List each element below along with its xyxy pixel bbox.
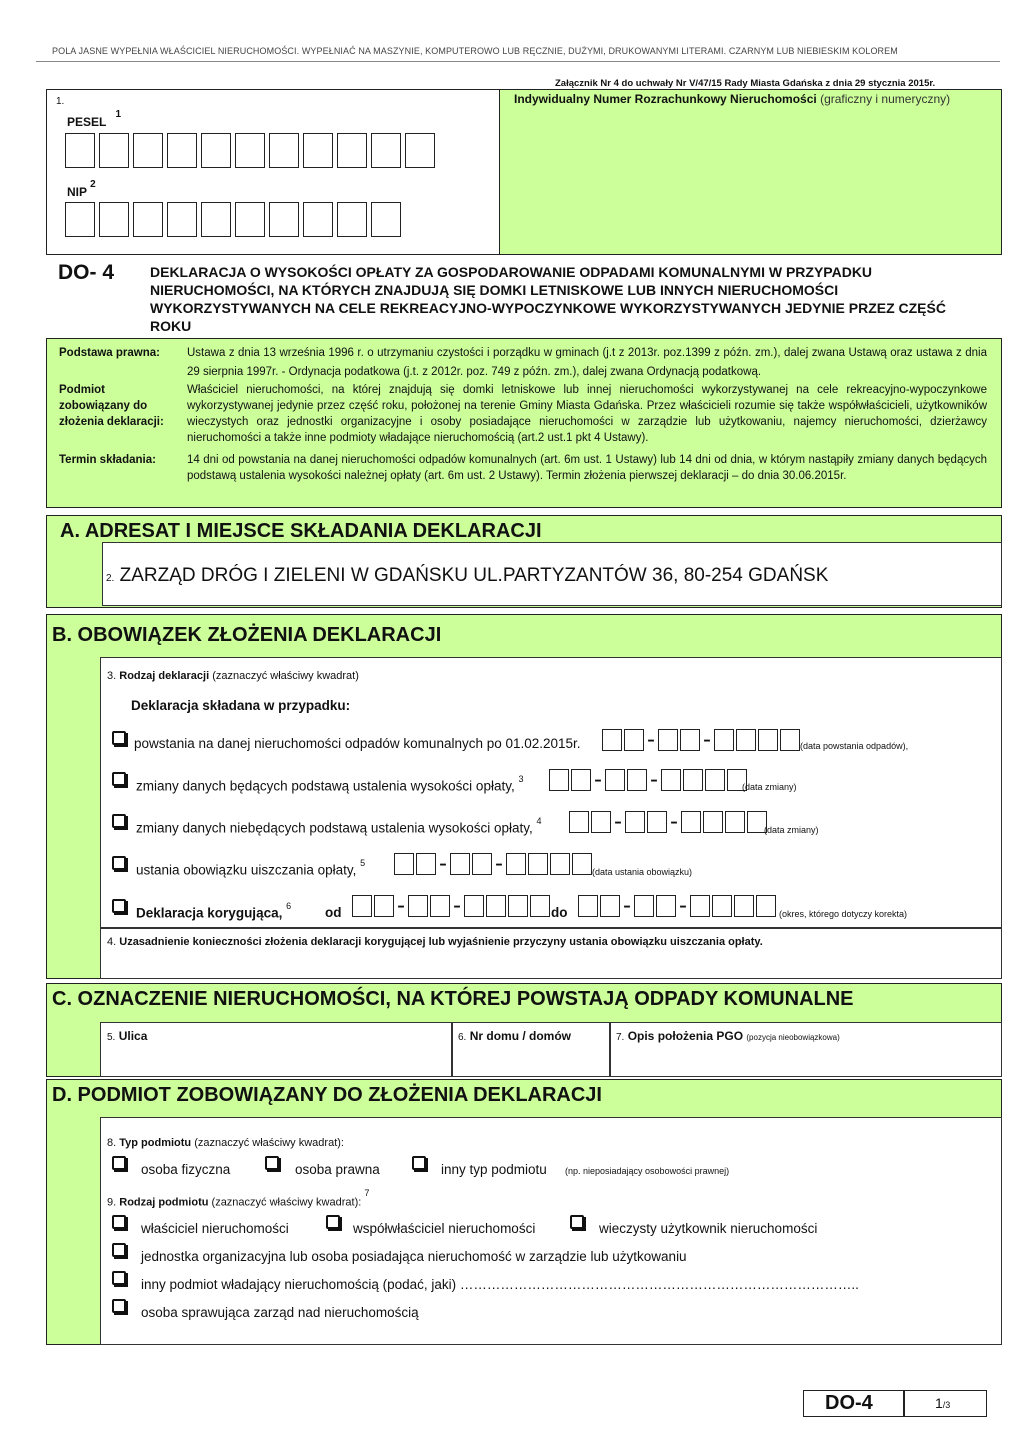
- f7-num: 7.: [616, 1032, 625, 1043]
- f5-num: 5.: [107, 1032, 116, 1043]
- date-box[interactable]: [572, 853, 592, 875]
- nip-footnote: 2: [90, 179, 96, 190]
- f7-title: Opis położenia PGO: [627, 1029, 744, 1043]
- pesel-digit[interactable]: [269, 133, 299, 168]
- date-box[interactable]: [591, 811, 611, 833]
- date-dash: -: [679, 892, 687, 919]
- section-b-title: B. OBOWIĄZEK ZŁOŻENIA DEKLARACJI: [52, 624, 442, 646]
- date-dash: -: [614, 808, 622, 835]
- date-box[interactable]: [758, 729, 778, 751]
- nip-digit[interactable]: [133, 202, 163, 237]
- checkbox-unit[interactable]: [112, 1243, 126, 1257]
- f9-title: Rodzaj podmiotu: [119, 1196, 209, 1209]
- checkbox-opt1[interactable]: [112, 731, 126, 745]
- f3-label: [107, 670, 359, 682]
- date-box[interactable]: [714, 729, 734, 751]
- f9-label: [107, 1188, 370, 1209]
- date-box[interactable]: [624, 729, 644, 751]
- f6-num: 6.: [458, 1032, 467, 1043]
- opt5-text: Deklaracja korygująca,: [136, 905, 283, 921]
- nip-label: [67, 179, 96, 199]
- checkbox-perpetual-user[interactable]: [570, 1215, 584, 1229]
- date-dash: -: [703, 726, 711, 753]
- date-box[interactable]: [569, 811, 589, 833]
- opt2-hint: (data zmiany): [742, 782, 797, 792]
- checkbox-manager[interactable]: [112, 1299, 126, 1313]
- f6-title: Nr domu / domów: [469, 1029, 572, 1043]
- opt5-label: [136, 901, 292, 921]
- form-code: DO- 4: [58, 261, 115, 284]
- date-box[interactable]: [374, 895, 394, 917]
- date-dash: -: [650, 766, 658, 793]
- opt5-to: do: [551, 905, 568, 920]
- date-box[interactable]: [600, 895, 620, 917]
- subject-label: [59, 382, 169, 430]
- nip-digit[interactable]: [337, 202, 367, 237]
- date-dash: -: [495, 850, 503, 877]
- footer-code: DO-4: [825, 1392, 873, 1414]
- date-box[interactable]: [634, 895, 654, 917]
- checkbox-type-other[interactable]: [412, 1156, 426, 1170]
- opt1-hint: (data powstania odpadów),: [800, 741, 909, 751]
- term-label-text: Termin składania:: [59, 454, 156, 466]
- date-box[interactable]: [780, 729, 800, 751]
- checkbox-opt5[interactable]: [112, 899, 126, 913]
- date-box[interactable]: [690, 895, 710, 917]
- manager-label: osoba sprawująca zarząd nad nieruchomością: [141, 1305, 419, 1320]
- opt3-hint: (data zmiany): [764, 825, 819, 835]
- date-box[interactable]: [602, 729, 622, 751]
- inr-box: [499, 89, 1002, 255]
- checkbox-other-entity[interactable]: [112, 1271, 126, 1285]
- pesel-input[interactable]: [65, 133, 439, 173]
- pesel-digit[interactable]: [65, 133, 95, 168]
- date-box[interactable]: [658, 729, 678, 751]
- f3-title: Rodzaj deklaracji: [119, 670, 210, 682]
- date-box[interactable]: [605, 769, 625, 791]
- f9-footnote: 7: [364, 1188, 370, 1198]
- date-box[interactable]: [416, 853, 436, 875]
- date-box[interactable]: [352, 895, 372, 917]
- pesel-text: PESEL: [67, 115, 107, 129]
- date-box[interactable]: [578, 895, 598, 917]
- nip-digit[interactable]: [65, 202, 95, 237]
- checkbox-opt4[interactable]: [112, 856, 126, 870]
- checkbox-owner[interactable]: [112, 1215, 126, 1229]
- pesel-digit[interactable]: [303, 133, 333, 168]
- header-rule: [36, 61, 1000, 62]
- opt5-date-to[interactable]: [578, 892, 778, 919]
- date-box[interactable]: [683, 769, 703, 791]
- nip-digit[interactable]: [201, 202, 231, 237]
- f6-label: [458, 1029, 571, 1043]
- nip-digit[interactable]: [303, 202, 333, 237]
- date-dash: -: [647, 726, 655, 753]
- pesel-digit[interactable]: [235, 133, 265, 168]
- nip-digit[interactable]: [371, 202, 401, 237]
- opt5-date-from[interactable]: [352, 892, 552, 919]
- date-dash: -: [594, 766, 602, 793]
- date-box[interactable]: [647, 811, 667, 833]
- f7-label: [616, 1029, 840, 1043]
- f9-hint: (zaznaczyć właściwy kwadrat):: [211, 1196, 362, 1209]
- date-box[interactable]: [549, 769, 569, 791]
- date-box[interactable]: [450, 853, 470, 875]
- opt4-date[interactable]: [394, 850, 594, 877]
- attachment-note: Załącznik Nr 4 do uchwały Nr V/47/15 Rady Miasta Gdańska z dnia 29 stycznia 2015r.: [555, 78, 936, 89]
- opt2-footnote: 3: [518, 774, 524, 784]
- section-c-title: C. OZNACZENIE NIERUCHOMOŚCI, NA KTÓREJ POWSTAJĄ ODPADY KOMUNALNE: [52, 988, 854, 1010]
- term-text: 14 dni od powstania na danej nieruchomości odpadów komunalnych (art. 6m ust. 1 Ustawy) lub 14 dni od dnia, w którym nastąpiły zmiany danych będących podstawą ustalenia wysokości należnej opłaty (art. 6m ust. 2 Ustawy). Termin złożenia pierwszej deklaracji – do dnia 30.06.2015r.: [187, 454, 987, 482]
- section-a-title: A. ADRESAT I MIEJSCE SKŁADANIA DEKLARACJI: [60, 520, 542, 542]
- opt5-footnote: 6: [286, 901, 292, 911]
- checkbox-type-legal[interactable]: [265, 1156, 279, 1170]
- opt3-text: zmiany danych niebędących podstawą ustalenia wysokości opłaty,: [136, 820, 533, 836]
- pesel-digit[interactable]: [337, 133, 367, 168]
- date-box[interactable]: [430, 895, 450, 917]
- pesel-digit[interactable]: [99, 133, 129, 168]
- owner-label: właściciel nieruchomości: [141, 1221, 289, 1236]
- date-box[interactable]: [656, 895, 676, 917]
- form-title: DEKLARACJA O WYSOKOŚCI OPŁATY ZA GOSPODAROWANIE ODPADAMI KOMUNALNYMI W PRZYPADKU NIERUCHOMOŚCI, NA KTÓRYCH ZNAJDUJĄ SIĘ DOMKI LETNISKOWE LUB INNYCH NIERUCHOMOŚCI WYKORZYSTYWANYCH NA CELE REKREACYJNO-WYPOCZYNKOWE WYKORZYSTYWANYCH JEDYNIE PRZEZ CZĘŚĆ ROKU: [150, 264, 946, 334]
- opt3-label: [136, 816, 542, 836]
- f4-title: Uzasadnienie konieczności złożenia deklaracji korygującej lub wyjaśnienie przyczyny ustania obowiązku uiszczania opłaty.: [119, 936, 763, 948]
- date-box[interactable]: [734, 895, 754, 917]
- nip-text: NIP: [67, 185, 87, 199]
- date-box[interactable]: [705, 769, 725, 791]
- checkbox-opt2[interactable]: [112, 772, 126, 786]
- date-box[interactable]: [550, 853, 570, 875]
- type-other-hint: (np. nieposiadający osobowości prawnej): [565, 1166, 730, 1176]
- other-entity-label: inny podmiot władający nieruchomością (podać, jaki) ……………………………………………………………………………..: [141, 1277, 859, 1292]
- term-label: [59, 452, 169, 468]
- checkbox-type-natural[interactable]: [112, 1156, 126, 1170]
- date-box[interactable]: [712, 895, 732, 917]
- date-box[interactable]: [506, 853, 526, 875]
- f8-label: [107, 1137, 344, 1149]
- opt5-from: od: [325, 905, 342, 920]
- pesel-digit[interactable]: [405, 133, 435, 168]
- f3-num: 3.: [107, 670, 117, 682]
- date-dash: -: [453, 892, 461, 919]
- nip-digit[interactable]: [99, 202, 129, 237]
- date-box[interactable]: [703, 811, 723, 833]
- footer-page-total: /3: [942, 1400, 951, 1410]
- f7-hint: (pozycja nieobowiązkowa): [746, 1033, 840, 1042]
- section-d-title: D. PODMIOT ZOBOWIĄZANY DO ZŁOŻENIA DEKLARACJI: [52, 1084, 602, 1106]
- date-box[interactable]: [571, 769, 591, 791]
- date-box[interactable]: [756, 895, 776, 917]
- date-box[interactable]: [486, 895, 506, 917]
- subject-text: Właściciel nieruchomości, na której znajdują się domki letniskowe lub innej nieruchomości wykorzystywanej na cele rekreacyjno-wypoczynkowe wykorzystywanej jedynie przez część roku, położonej na terenie Gminy Miasta Gdańska. Przez właścicieli rozumie się także współwłaścicieli, użytkowników wieczystych oraz jednostki organizacyjne i osoby posiadające nieruchomości w zarządzie lub użytkowaniu, najemcy nieruchomości, dzierżawcy nieruchomości a także inne podmioty władające nieruchomością (art.2 ust.1 pkt 4 Ustawy).: [187, 384, 987, 444]
- opt4-text: ustania obowiązku uiszczania opłaty,: [136, 862, 357, 878]
- date-box[interactable]: [528, 853, 548, 875]
- header-note: POLA JASNE WYPEŁNIA WŁAŚCICIEL NIERUCHOMOŚCI. WYPEŁNIAĆ NA MASZYNIE, KOMPUTEROWO LUB RĘCZNIE, DUŻYMI, DRUKOWANYMI LITERAMI. CZARNYM LUB NIEBIESKIM KOLOREM: [52, 46, 898, 56]
- opt4-footnote: 5: [360, 858, 366, 868]
- date-dash: -: [397, 892, 405, 919]
- date-box[interactable]: [725, 811, 745, 833]
- date-box[interactable]: [472, 853, 492, 875]
- inr-title: Indywidualny Numer Rozrachunkowy Nieruchomości: [514, 92, 817, 106]
- addressee-text: ZARZĄD DRÓG I ZIELENI W GDAŃSKU UL.PARTYZANTÓW 36, 80-254 GDAŃSK: [119, 565, 829, 586]
- type-legal-label: osoba prawna: [295, 1162, 380, 1177]
- opt4-label: [136, 858, 366, 878]
- pesel-label: [67, 109, 122, 129]
- pesel-digit[interactable]: [133, 133, 163, 168]
- f4-num: 4.: [107, 936, 117, 948]
- co-owner-label: współwłaściciel nieruchomości: [353, 1221, 536, 1236]
- date-box[interactable]: [680, 729, 700, 751]
- nip-digit[interactable]: [167, 202, 197, 237]
- inr-label: [514, 92, 950, 106]
- opt1-date[interactable]: [602, 726, 802, 753]
- date-box[interactable]: [508, 895, 528, 917]
- date-box[interactable]: [394, 853, 414, 875]
- footer-page: [935, 1395, 950, 1411]
- date-box[interactable]: [661, 769, 681, 791]
- checkbox-co-owner[interactable]: [326, 1215, 340, 1229]
- type-natural-label: osoba fizyczna: [141, 1162, 231, 1177]
- addressee: [106, 565, 828, 587]
- basis-label-text: Podstawa prawna:: [59, 347, 160, 359]
- date-dash: -: [623, 892, 631, 919]
- date-box[interactable]: [408, 895, 428, 917]
- basis-label: [59, 344, 169, 363]
- opt2-label: [136, 774, 524, 794]
- f9-num: 9.: [107, 1196, 117, 1209]
- date-dash: -: [439, 850, 447, 877]
- f5-label: [107, 1029, 147, 1043]
- checkbox-opt3[interactable]: [112, 814, 126, 828]
- nip-digit[interactable]: [235, 202, 265, 237]
- opt3-footnote: 4: [536, 816, 542, 826]
- f3-intro: Deklaracja składana w przypadku:: [131, 698, 351, 713]
- date-box[interactable]: [736, 729, 756, 751]
- subject-label-text: Podmiot zobowiązany do złożenia deklaracji:: [59, 384, 164, 428]
- inr-sub: (graficzny i numeryczny): [820, 92, 951, 106]
- nip-digit[interactable]: [269, 202, 299, 237]
- opt2-date[interactable]: [549, 766, 749, 793]
- f4-label: [107, 936, 763, 948]
- addressee-num: 2.: [106, 573, 115, 584]
- id-num: 1.: [56, 96, 65, 107]
- basis-text: Ustawa z dnia 13 września 1996 r. o utrzymaniu czystości i porządku w gminach (j.t z 2013r. poz.1399 z późn. zm.), dalej zwana Ustawą oraz ustawa z dnia 29 sierpnia 1997r. - Ordynacja podatkowa (j.t. z 2012r. poz. 749 z późn. zm.), dalej zwana Ordynacją podatkową.: [187, 347, 987, 378]
- f5-title: Ulica: [118, 1029, 148, 1043]
- pesel-digit[interactable]: [201, 133, 231, 168]
- opt1-label: powstania na danej nieruchomości odpadów komunalnych po 01.02.2015r.: [134, 736, 581, 751]
- date-box[interactable]: [681, 811, 701, 833]
- opt4-hint: (data ustania obowiązku): [592, 867, 693, 877]
- date-box[interactable]: [627, 769, 647, 791]
- date-box[interactable]: [625, 811, 645, 833]
- date-box[interactable]: [530, 895, 550, 917]
- pesel-digit[interactable]: [371, 133, 401, 168]
- footer-divider: [903, 1390, 905, 1417]
- opt5-hint: (okres, którego dotyczy korekta): [779, 909, 908, 919]
- f8-hint: (zaznaczyć właściwy kwadrat):: [194, 1137, 344, 1149]
- pesel-footnote: 1: [115, 109, 122, 120]
- f8-num: 8.: [107, 1137, 117, 1149]
- footer-page-num: 1: [935, 1395, 943, 1411]
- f3-hint: (zaznaczyć właściwy kwadrat): [212, 670, 359, 682]
- opt3-date[interactable]: [569, 808, 769, 835]
- perpetual-user-label: wieczysty użytkownik nieruchomości: [599, 1221, 818, 1236]
- unit-label: jednostka organizacyjna lub osoba posiadająca nieruchomość w zarządzie lub użytkowaniu: [141, 1249, 687, 1264]
- date-dash: -: [670, 808, 678, 835]
- f8-title: Typ podmiotu: [119, 1137, 192, 1149]
- street-field[interactable]: [100, 1022, 452, 1077]
- nip-input[interactable]: [65, 202, 405, 242]
- opt2-text: zmiany danych będących podstawą ustalenia wysokości opłaty,: [136, 778, 515, 794]
- date-box[interactable]: [464, 895, 484, 917]
- type-other-label: inny typ podmiotu: [441, 1162, 547, 1177]
- pesel-digit[interactable]: [167, 133, 197, 168]
